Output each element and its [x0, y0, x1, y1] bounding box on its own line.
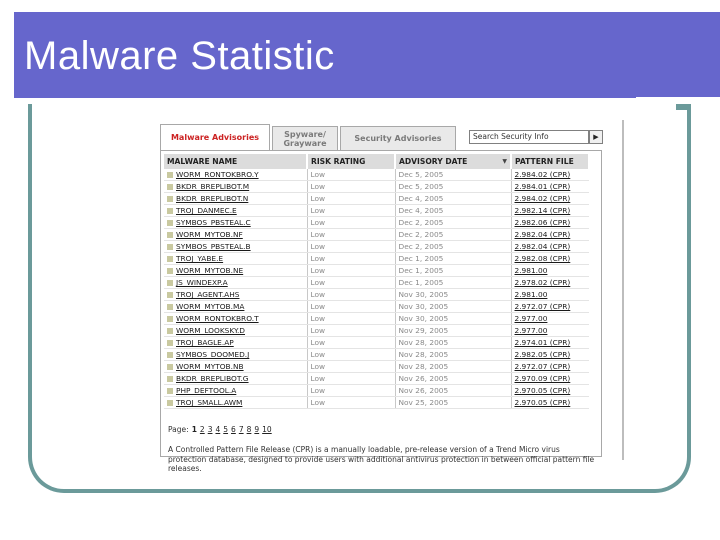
table-row — [164, 301, 589, 313]
bullet-square-icon — [167, 184, 173, 190]
play-arrow-icon: ▶ — [593, 134, 599, 141]
advisory-date: Dec 2, 2005 — [395, 241, 511, 253]
tab-spyware-grayware[interactable]: Spyware/ Grayware — [272, 126, 338, 150]
table-row — [164, 385, 589, 397]
pattern-file-link[interactable]: 2.982.04 (CPR) — [511, 229, 589, 241]
advisory-date: Nov 28, 2005 — [395, 349, 511, 361]
advisory-date: Nov 30, 2005 — [395, 301, 511, 313]
slide-title-bar — [14, 12, 720, 97]
malware-name-link[interactable] — [164, 301, 307, 313]
table-row — [164, 205, 589, 217]
page-link[interactable]: 1 — [191, 425, 197, 434]
advisory-date: Nov 26, 2005 — [395, 385, 511, 397]
risk-rating: Low — [307, 349, 395, 361]
pagination-label: Page: — [168, 425, 189, 434]
table-row — [164, 361, 589, 373]
malware-name-link[interactable] — [164, 253, 307, 265]
column-header-malware-name[interactable]: MALWARE NAME — [164, 154, 307, 169]
bullet-square-icon — [167, 292, 173, 298]
table-row — [164, 313, 589, 325]
pagination — [168, 425, 272, 434]
malware-name-link[interactable] — [164, 349, 307, 361]
malware-name-text[interactable]: BKDR_BREPLIBOT.M — [176, 182, 250, 191]
bullet-square-icon — [167, 208, 173, 214]
advisory-date: Dec 2, 2005 — [395, 229, 511, 241]
malware-name-text[interactable]: SYMBOS_DOOMED.J — [176, 350, 250, 359]
malware-name-text[interactable]: WORM_MYTOB.NF — [176, 230, 243, 239]
malware-name-link[interactable] — [164, 373, 307, 385]
malware-name-link[interactable] — [164, 313, 307, 325]
advisory-date: Nov 30, 2005 — [395, 289, 511, 301]
advisory-date: Dec 2, 2005 — [395, 217, 511, 229]
pattern-file-link[interactable]: 2.972.07 (CPR) — [511, 361, 589, 373]
table-row — [164, 193, 589, 205]
table-row — [164, 349, 589, 361]
malware-name-link[interactable] — [164, 277, 307, 289]
advisory-date: Dec 4, 2005 — [395, 205, 511, 217]
bullet-square-icon — [167, 256, 173, 262]
advisories-panel — [160, 151, 602, 473]
page-link[interactable]: 5 — [223, 425, 229, 434]
risk-rating: Low — [307, 325, 395, 337]
malware-name-text[interactable]: PHP_DEFTOOL.A — [176, 386, 237, 395]
pattern-file-link[interactable]: 2.978.02 (CPR) — [511, 277, 589, 289]
page-link[interactable]: 9 — [254, 425, 260, 434]
table-row — [164, 265, 589, 277]
malware-name-text[interactable]: WORM_MYTOB.MA — [176, 302, 245, 311]
malware-name-text[interactable]: WORM_RONTOKBRO.T — [176, 314, 259, 323]
malware-name-text[interactable]: TROJ_DANMEC.E — [176, 206, 237, 215]
malware-name-text[interactable]: SYMBOS_PBSTEAL.B — [176, 242, 251, 251]
pattern-file-link[interactable]: 2.982.04 (CPR) — [511, 241, 589, 253]
table-row — [164, 181, 589, 193]
bullet-square-icon — [167, 196, 173, 202]
bullet-square-icon — [167, 328, 173, 334]
pattern-file-link[interactable]: 2.981.00 — [511, 265, 589, 277]
pattern-file-link[interactable]: 2.982.14 (CPR) — [511, 205, 589, 217]
pattern-file-link[interactable]: 2.970.05 (CPR) — [511, 397, 589, 409]
page-link[interactable]: 4 — [215, 425, 221, 434]
pattern-file-link[interactable]: 2.982.05 (CPR) — [511, 349, 589, 361]
malware-name-text[interactable]: WORM_MYTOB.NB — [176, 362, 244, 371]
malware-name-link[interactable] — [164, 229, 307, 241]
page-scroll-edge — [622, 120, 624, 460]
risk-rating: Low — [307, 253, 395, 265]
column-header-risk-rating[interactable]: RISK RATING — [307, 154, 395, 169]
risk-rating: Low — [307, 385, 395, 397]
slide-title: Malware Statistic — [24, 34, 335, 78]
malware-name-text[interactable]: SYMBOS_PBSTEAL.C — [176, 218, 251, 227]
bullet-square-icon — [167, 376, 173, 382]
pattern-file-link[interactable]: 2.982.08 (CPR) — [511, 253, 589, 265]
malware-name-text[interactable]: JS_WINDEXP.A — [176, 278, 228, 287]
risk-rating: Low — [307, 397, 395, 409]
column-header-advisory-date[interactable] — [395, 154, 511, 169]
table-row — [164, 397, 589, 409]
risk-rating: Low — [307, 265, 395, 277]
risk-rating: Low — [307, 289, 395, 301]
advisory-date: Nov 30, 2005 — [395, 313, 511, 325]
malware-name-text[interactable]: TROJ_SMALL.AWM — [176, 398, 243, 407]
table-row — [164, 241, 589, 253]
risk-rating: Low — [307, 241, 395, 253]
malware-name-link[interactable] — [164, 217, 307, 229]
table-row — [164, 229, 589, 241]
malware-name-link[interactable] — [164, 361, 307, 373]
advisory-date: Nov 29, 2005 — [395, 325, 511, 337]
page-link[interactable]: 8 — [246, 425, 252, 434]
advisories-screenshot — [156, 120, 624, 473]
bullet-square-icon — [167, 364, 173, 370]
advisory-date: Dec 1, 2005 — [395, 277, 511, 289]
pattern-file-link[interactable]: 2.970.05 (CPR) — [511, 385, 589, 397]
malware-name-text[interactable]: TROJ_BAGLE.AP — [176, 338, 234, 347]
bullet-square-icon — [167, 388, 173, 394]
malware-name-text[interactable]: BKDR_BREPLIBOT.N — [176, 194, 249, 203]
table-row — [164, 337, 589, 349]
advisory-date: Dec 4, 2005 — [395, 193, 511, 205]
bullet-square-icon — [167, 244, 173, 250]
malware-name-link[interactable] — [164, 265, 307, 277]
advisory-date: Nov 26, 2005 — [395, 373, 511, 385]
pattern-file-link[interactable]: 2.977.00 — [511, 325, 589, 337]
advisories-table-body — [164, 169, 589, 409]
page-link[interactable]: 7 — [238, 425, 244, 434]
bullet-square-icon — [167, 220, 173, 226]
bullet-square-icon — [167, 316, 173, 322]
cpr-footnote: A Controlled Pattern File Release (CPR) is a manually loadable, pre-release version of a Trend Micro virus protection database, designed to provide users with additional antivirus protection in between official pattern file releases. — [168, 445, 595, 473]
table-row — [164, 289, 589, 301]
malware-name-link[interactable] — [164, 241, 307, 253]
bullet-square-icon — [167, 280, 173, 286]
malware-name-text[interactable]: WORM_LOOKSKY.D — [176, 326, 245, 335]
search-security-input[interactable]: Search Security Info — [469, 130, 589, 144]
advisory-date: Dec 5, 2005 — [395, 169, 511, 181]
malware-name-link[interactable] — [164, 325, 307, 337]
sort-down-icon: ▼ — [502, 158, 507, 165]
bullet-square-icon — [167, 340, 173, 346]
page-link[interactable]: 2 — [199, 425, 205, 434]
malware-name-text[interactable]: BKDR_BREPLIBOT.G — [176, 374, 249, 383]
malware-name-link[interactable] — [164, 289, 307, 301]
malware-name-text[interactable]: TROJ_AGENT.AHS — [176, 290, 240, 299]
advisory-date: Nov 25, 2005 — [395, 397, 511, 409]
table-row — [164, 373, 589, 385]
risk-rating: Low — [307, 217, 395, 229]
risk-rating: Low — [307, 181, 395, 193]
malware-name-link[interactable] — [164, 385, 307, 397]
advisory-date: Dec 1, 2005 — [395, 253, 511, 265]
pattern-file-link[interactable]: 2.981.00 — [511, 289, 589, 301]
risk-rating: Low — [307, 169, 395, 181]
tab-security-advisories[interactable]: Security Advisories — [340, 126, 456, 150]
advisory-date: Dec 5, 2005 — [395, 181, 511, 193]
table-row — [164, 325, 589, 337]
bullet-square-icon — [167, 352, 173, 358]
risk-rating: Low — [307, 277, 395, 289]
risk-rating: Low — [307, 229, 395, 241]
advisory-date: Nov 28, 2005 — [395, 361, 511, 373]
malware-name-link[interactable] — [164, 181, 307, 193]
risk-rating: Low — [307, 193, 395, 205]
pattern-file-link[interactable]: 2.970.09 (CPR) — [511, 373, 589, 385]
malware-name-text[interactable]: WORM_MYTOB.NE — [176, 266, 244, 275]
risk-rating: Low — [307, 205, 395, 217]
bullet-square-icon — [167, 172, 173, 178]
pagination-pages — [189, 425, 272, 434]
bullet-square-icon — [167, 304, 173, 310]
pattern-file-link[interactable]: 2.972.07 (CPR) — [511, 301, 589, 313]
risk-rating: Low — [307, 373, 395, 385]
table-row — [164, 277, 589, 289]
risk-rating: Low — [307, 361, 395, 373]
bullet-square-icon — [167, 232, 173, 238]
pattern-file-link[interactable]: 2.984.02 (CPR) — [511, 193, 589, 205]
risk-rating: Low — [307, 337, 395, 349]
advisory-date: Nov 28, 2005 — [395, 337, 511, 349]
column-header-advisory-date-label: ADVISORY DATE — [399, 157, 468, 166]
search-go-button[interactable] — [589, 130, 603, 144]
risk-rating: Low — [307, 301, 395, 313]
column-header-pattern-file[interactable]: PATTERN FILE — [511, 154, 589, 169]
pattern-file-link[interactable]: 2.974.01 (CPR) — [511, 337, 589, 349]
malware-name-link[interactable] — [164, 397, 307, 409]
bullet-square-icon — [167, 268, 173, 274]
malware-name-link[interactable] — [164, 193, 307, 205]
page-link[interactable]: 10 — [262, 425, 272, 434]
tab-malware-advisories[interactable]: Malware Advisories — [160, 124, 270, 150]
malware-name-link[interactable] — [164, 169, 307, 181]
table-row — [164, 217, 589, 229]
risk-rating: Low — [307, 313, 395, 325]
pattern-file-link[interactable]: 2.984.01 (CPR) — [511, 181, 589, 193]
malware-name-text[interactable]: WORM_RONTOKBRO.Y — [176, 170, 259, 179]
bullet-square-icon — [167, 400, 173, 406]
pattern-file-link[interactable]: 2.977.00 — [511, 313, 589, 325]
title-underline — [14, 95, 636, 98]
table-row — [164, 253, 589, 265]
page-link[interactable]: 6 — [231, 425, 236, 434]
pattern-file-link[interactable]: 2.982.06 (CPR) — [511, 217, 589, 229]
pattern-file-link[interactable]: 2.984.02 (CPR) — [511, 169, 589, 181]
malware-name-text[interactable]: TROJ_YABE.E — [176, 254, 224, 263]
malware-name-link[interactable] — [164, 337, 307, 349]
page-link[interactable]: 3 — [207, 425, 213, 434]
slide-frame-corner — [676, 104, 687, 110]
table-row — [164, 169, 589, 181]
advisory-date: Dec 1, 2005 — [395, 265, 511, 277]
malware-name-link[interactable] — [164, 205, 307, 217]
malware-advisories-table — [164, 154, 590, 409]
